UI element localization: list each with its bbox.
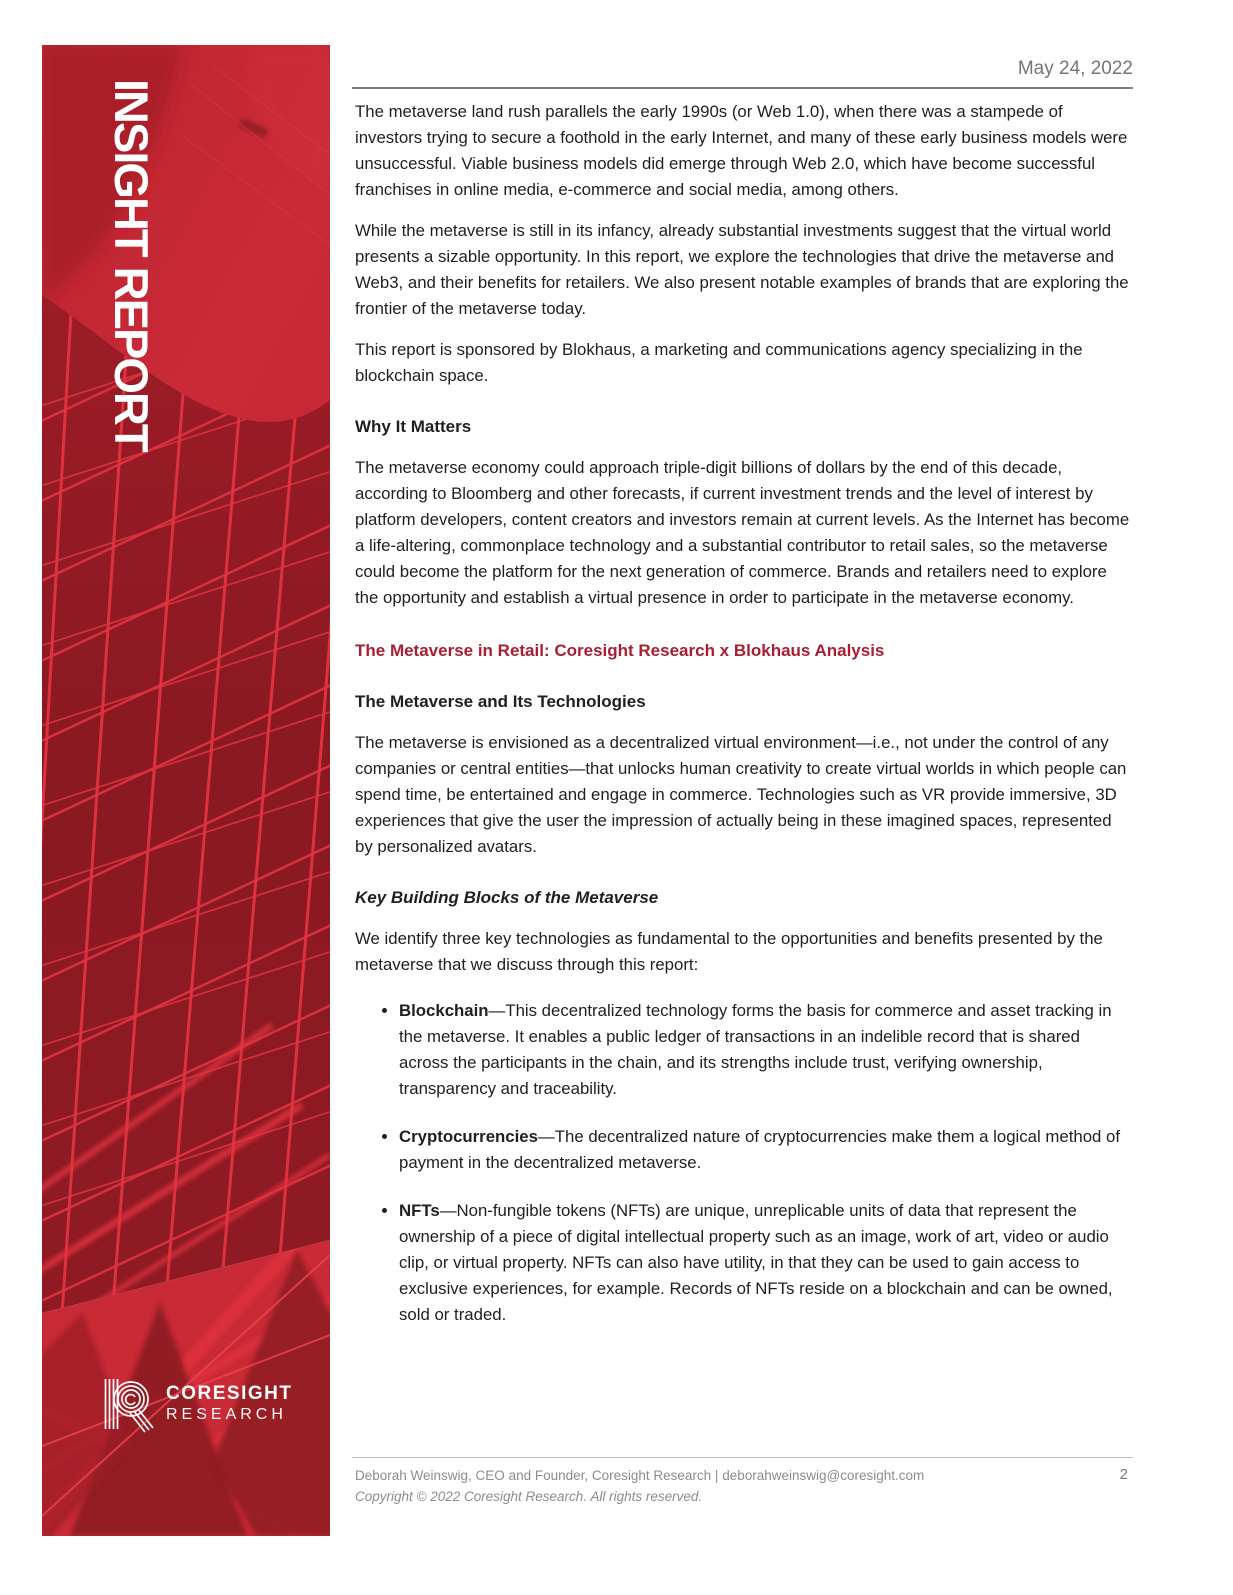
key-technologies-list bbox=[355, 998, 1133, 1328]
paragraph-sponsor: This report is sponsored by Blokhaus, a marketing and communications agency specializing in the blockchain space. bbox=[355, 340, 1083, 385]
footer-author-contact: Deborah Weinswig, CEO and Founder, Coresight Research | deborahweinswig@coresight.com bbox=[355, 1468, 925, 1483]
coresight-logo bbox=[104, 1375, 292, 1433]
coresight-logo-text bbox=[166, 1383, 292, 1425]
list-item-text: —The decentralized nature of cryptocurrencies make them a logical method of payment in the decentralized metaverse. bbox=[399, 1127, 1121, 1172]
footer-copyright: Copyright © 2022 Coresight Research. All rights reserved. bbox=[355, 1489, 703, 1504]
list-item-lead: Cryptocurrencies bbox=[399, 1127, 538, 1146]
list-item-cryptocurrencies bbox=[399, 1124, 1133, 1176]
insight-report-banner: INSIGHT REPORT bbox=[105, 79, 158, 451]
paragraph-infancy: While the metaverse is still in its infancy, already substantial investments suggest that the virtual world presents a sizable opportunity. In this report, we explore the technologies that drive the metaverse and Web3, and their benefits for retailers. We also present notable examples of brands that are exploring the frontier of the metaverse today. bbox=[355, 221, 1129, 318]
logo-name-bottom: RESEARCH bbox=[166, 1406, 287, 1423]
list-item-blockchain bbox=[399, 998, 1133, 1102]
footer-divider bbox=[352, 1457, 1133, 1458]
list-item-text: —This decentralized technology forms the basis for commerce and asset tracking in the metaverse. It enables a public ledger of transactions in an indelible record that is shared across the participants in the chain, and its strengths include trust, verifying ownership, transparency and traceability. bbox=[399, 1001, 1112, 1098]
heading-metaverse-in-retail: The Metaverse in Retail: Coresight Research x Blokhaus Analysis bbox=[355, 641, 885, 660]
list-item-text: —Non-fungible tokens (NFTs) are unique, unreplicable units of data that represent the ownership of a piece of digital intellectual property such as an image, work of art, video or audio clip, or virtual property. NFTs can also have utility, in that they can be used to gain access to exclusive experiences, for example. Records of NFTs reside on a blockchain and can be owned, sold or traded. bbox=[399, 1201, 1113, 1324]
paragraph-three-technologies: We identify three key technologies as fundamental to the opportunities and benefits presented by the metaverse that we discuss through this report: bbox=[355, 929, 1103, 974]
coresight-logo-mark-icon bbox=[104, 1375, 154, 1433]
report-body bbox=[355, 99, 1133, 1350]
logo-name-top: CORESIGHT bbox=[166, 1383, 293, 1404]
list-item-nfts bbox=[399, 1198, 1133, 1328]
heading-why-it-matters: Why It Matters bbox=[355, 417, 472, 436]
report-cover-sidebar bbox=[42, 45, 330, 1536]
list-item-lead: NFTs bbox=[399, 1201, 440, 1220]
header-divider bbox=[352, 87, 1133, 89]
list-item-lead: Blockchain bbox=[399, 1001, 489, 1020]
paragraph-intro-landrush: The metaverse land rush parallels the early 1990s (or Web 1.0), when there was a stampede of investors trying to secure a foothold in the early Internet, and many of these early business models were unsuccessful. Viable business models did emerge through Web 2.0, which have become successful franchises in online media, e-commerce and social media, among others. bbox=[355, 102, 1128, 199]
heading-key-building-blocks: Key Building Blocks of the Metaverse bbox=[355, 888, 659, 907]
paragraph-metaverse-definition: The metaverse is envisioned as a decentralized virtual environment—i.e., not under the control of any companies or central entities—that unlocks human creativity to create virtual worlds in which people can spend time, be entertained and engage in commerce. Technologies such as VR provide immersive, 3D experiences that give the user the impression of actually being in these imagined spaces, represented by personalized avatars. bbox=[355, 733, 1127, 856]
page-number: 2 bbox=[1119, 1466, 1128, 1483]
report-date: May 24, 2022 bbox=[1017, 58, 1133, 79]
sidebar-background-art bbox=[42, 45, 330, 1536]
paragraph-why-it-matters: The metaverse economy could approach triple-digit billions of dollars by the end of this decade, according to Bloomberg and other forecasts, if current investment trends and the level of interest by platform developers, content creators and investors remain at current levels. As the Internet has become a life-altering, commonplace technology and a substantial contributor to retail sales, so the metaverse could become the platform for the next generation of commerce. Brands and retailers need to explore the opportunity and establish a virtual presence in order to participate in the metaverse economy. bbox=[355, 458, 1130, 607]
heading-metaverse-technologies: The Metaverse and Its Technologies bbox=[355, 692, 646, 711]
